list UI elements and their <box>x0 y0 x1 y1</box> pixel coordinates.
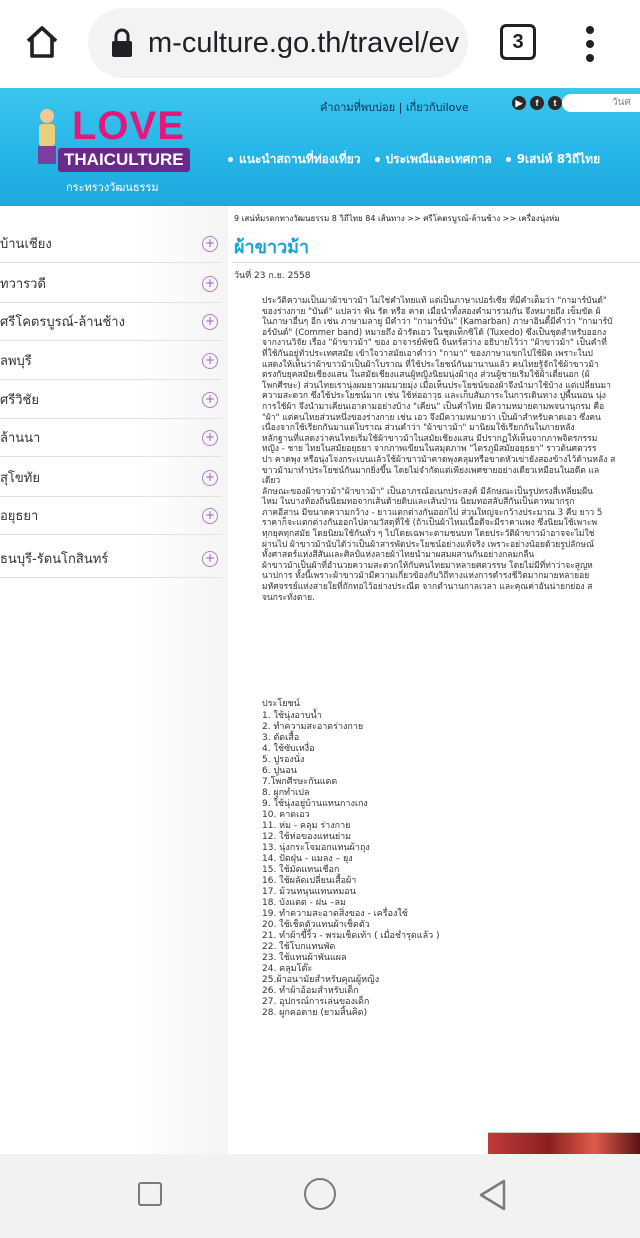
body-line: ปา คาดพุง หรือนุ่งโจงกระเบนแล้วใช้ผ้าขาวม้าคาดพุงคลุมหรือขาดหัวเข่ายังสองข้างไว้ด้านหลัง ส <box>262 454 616 465</box>
body-line: ที่ใช้กันอยู่ทั่วประเทศสมัย เข้าใจว่าสมัยเอาคำว่า "กามา" ของภาษาแขกไปใช้ผิด เพราะในป <box>262 348 593 359</box>
home-circle-icon[interactable] <box>304 1178 336 1210</box>
browser-toolbar <box>0 0 640 88</box>
list-item: 12. ใช้ห่อของแทนย่าม <box>262 832 352 842</box>
list-item: 7.โพกศีรษะกันแดด <box>262 777 338 787</box>
expand-plus-icon[interactable]: + <box>202 392 218 408</box>
article <box>228 206 640 1154</box>
social-icons <box>512 96 562 110</box>
body-line: ขาวม้ามาทำประโยชน์กันมากยิ่งขึ้น โดยไม่จำกัดแต่เพียงเพศชายอย่างเดียวเหมือนในอดีต แล <box>262 465 600 476</box>
list-item: 18. บังแดด - ฝน –ลม <box>262 898 346 908</box>
list-item: 14. ปัดฝุ่น - แมลง – ยุง <box>262 854 353 864</box>
main-nav <box>228 150 600 169</box>
sidebar-item-label: ลพบุรี <box>0 353 32 369</box>
twitter-icon[interactable]: t <box>548 96 562 110</box>
list-item: 1. ใช้นุ่งอาบน้ำ <box>262 711 322 721</box>
list-item: 3. ตัดเสื้อ <box>262 733 300 743</box>
body-line: ผ้าขาวม้าเป็นผ้าที่อำนวยความสะดวกให้กับคนไทยมาหลายศตวรรษ โดยไม่มีที่ท่าว่าจะสูญห <box>262 560 593 571</box>
list-item: 13. นุ่งกระโจมอกแทนผ้าถุง <box>262 843 370 853</box>
sidebar-item-label: ศรีวิชัย <box>0 392 39 408</box>
sidebar-item-sri-kotraboon[interactable] <box>0 302 222 341</box>
nav-attractions[interactable]: แนะนำสถานที่ท่องเที่ยว <box>228 150 361 169</box>
body-line: ลักษณะของผ้าขาวม้า"ผ้าขาวม้า" เป็นอาภรณ์อเนกประสงค์ มีลักษณะเป็นรูปทรงสี่เหลี่ยมผืน <box>262 486 593 497</box>
list-item: 28. ผูกคอตาย (ยามสิ้นคิด) <box>262 1008 368 1018</box>
list-item: 23. ใช้แทนผ้าพันแผล <box>262 953 347 963</box>
nav-charms[interactable]: 9เสน่ห์ 8วิถีไทย <box>506 150 600 169</box>
list-item: 9. ใช้นุ่งอยู่บ้านแทนกางเกง <box>262 799 368 809</box>
nav-festivals[interactable]: ประเพณีและเทศกาล <box>375 150 492 169</box>
body-line: ไหม ในบางท้องถิ่นนิยมทอจากเส้นด้ายดิบและเส้นป่าน นิยมทอสลับสีกันเป็นตาหมากรุก <box>262 497 575 508</box>
body-line: หญิง - ชาย ไทยในสมัยอยุธยา จากภาพเขียนในสมุดภาพ "ไตรภูมิสมัยอยุธยา" ราวต้นศตวรร <box>262 444 597 455</box>
sidebar-item-label: บ้านเชียง <box>0 236 52 252</box>
list-item: 21. ทำผ้าขี้ริ้ว - พรมเช็ดเท้า ( เมื่อชำรุดแล้ว ) <box>262 931 440 941</box>
tab-switcher-button[interactable] <box>500 24 536 60</box>
body-line: ของร่างกาย "บันด์" แปลว่า พัน รัด หรือ คาด เมื่อนำทั้งสองคำมารวมกัน จึงหมายถึง เข็มขัด ผ้ <box>262 306 601 317</box>
sidebar-item-label: ล้านนา <box>0 430 41 446</box>
list-item: 26. ทำผ้าอ้อมสำหรับเด็ก <box>262 986 359 996</box>
article-date: วันที่ 23 ก.ย. 2558 <box>234 271 311 281</box>
system-navigation-bar <box>0 1154 640 1238</box>
list-item: 10. คาดเอว <box>262 810 310 820</box>
body-line: ทั้งศาสตร์แห่งสีสันและศิลป์แห่งลายผ้าไทยนำมาผสมผสานกันอย่างกลมกลืน <box>262 550 535 561</box>
sidebar-item-label: สุโขทัย <box>0 470 40 486</box>
body-line: "ผ้า" แต่คนไทยส่วนหนึ่งของร่างกาย เช่น เอว จึงมีความหมายว่า เป็นผ้าสำหรับคาดเอว ซึ่งคน <box>262 412 601 423</box>
expand-plus-icon[interactable]: + <box>202 276 218 292</box>
body-line: การใช้ผ้า จึงนำมาเคียนเอาตามอย่างบ้าง "เคียน" เป็นคำไทย มีความหมายตามพจนานุกรม คือ <box>262 401 605 412</box>
recent-apps-icon[interactable] <box>138 1182 162 1206</box>
body-line: โพกศีรษะ) ส่วนไทยเรานุ่งผมยาวผมมวยมุ่ง เมื่อเห็นประโยชน์ของผ้าจึงนำมาใช้บ้าง แต่เปลี่ยนมา <box>262 380 611 391</box>
lock-icon <box>110 28 134 58</box>
sidebar-item-ayutthaya[interactable] <box>0 496 222 535</box>
sidebar-item-sukhothai[interactable] <box>0 458 222 497</box>
body-line: จนกระทั่งตาย. <box>262 592 315 603</box>
body-line: จากงานวิจัย เรื่อง "ผ้าขาวม้า" ของ อาจารย์พัชนี จันทร์สว่าง อธิบายไว้ว่า "ผ้าขาวม้า" เป็นคำที่ <box>262 338 607 349</box>
ministry-name: กระทรวงวัฒนธรรม <box>66 181 159 194</box>
body-line: ในภาษาอื่นๆ อีก เช่น ภาษามลายู มีคำว่า "กามาร์บัน" (Kamarban) ภาษาอินดี้มีคำว่า "กามาร์บั <box>262 317 613 328</box>
body-line: เนื่องจากใช้เรียกกันมาแต่โบราณ ส่วนคำว่า "ผ้าขาวม้า" มานิยมใช้เรียกกันในภายหลัง <box>262 423 575 434</box>
benefits-heading: ประโยชน์ <box>262 699 300 709</box>
body-line: ผ่านไป ผ้าขาวม้านับได้ว่าเป็นผ้าสารพัดประโยชน์อย่างแท้จริง เพราะอย่างน้อยด้วยรูปลักษณ์ <box>262 539 595 550</box>
youtube-icon[interactable]: ▶ <box>512 96 526 110</box>
list-item: 5. ปูรองนั่ง <box>262 755 305 765</box>
site-logo[interactable] <box>32 100 202 200</box>
body-line: ทุกยุคทุกสมัย โดยนิยมใช้กันทั่ว ๆ ไปโดยเฉพาะตามชนบท โดยประวัติผ้าขาวม้าอาจจะไม่ใช่ <box>262 529 595 540</box>
list-item: 11. ห่ม - คลุม ร่างกาย <box>262 821 351 831</box>
home-icon <box>24 25 60 59</box>
home-button[interactable] <box>20 20 64 64</box>
top-links[interactable]: คำถามที่พบบ่อย | เกี่ยวกับilove <box>320 101 469 114</box>
article-image[interactable] <box>488 1132 640 1154</box>
sidebar-item-srivijaya[interactable] <box>0 380 222 419</box>
body-line: หลักฐานที่แสดงว่าคนไทยเริ่มใช้ผ้าขาวม้าในสมัยเชียงแสน มีปรากฏให้เห็นจากภาพจิตรกรรม <box>262 433 598 444</box>
body-line: อร์บันด์" (Commer band) หมายถึง ผ้ารัดเอว ในชุดเท็กซิโด้ (Tuxedo) ซึ่งเป็นชุดสำหรับออกง <box>262 327 607 338</box>
breadcrumb[interactable]: 9 เสน่ห์มรดกทางวัฒนธรรม 8 วิถีไทย 84 เส้นทาง >> ศรีโคตรบูรณ์-ล้านช้าง >> เครื่องนุ่งห่ม <box>234 214 560 223</box>
expand-plus-icon[interactable]: + <box>202 236 218 252</box>
facebook-icon[interactable]: f <box>530 96 544 110</box>
body-line: ภาคอีสาน มีขนาดความกว้าง - ยาวแตกต่างกันออกไป ส่วนใหญ่จะกว้างประมาณ 3 คืบ ยาว 5 <box>262 507 603 518</box>
logo-thaiculture-text: THAICULTURE <box>58 148 190 172</box>
list-item: 4. ใช้ซับเหงื่อ <box>262 744 315 754</box>
sidebar-item-label: อยุธยา <box>0 508 39 524</box>
tab-count: 3 <box>512 30 524 53</box>
list-item: 27. อุปกรณ์การเล่นของเด็ก <box>262 997 370 1007</box>
body-line: ตรงกับยุคสมัยเชียงแสน ในสมัยเชียงแสนผู้หญิงนิยมนุ่งผ้าถุง ส่วนผู้ชายเริ่มใช้ผ้าเตี่ยนอก (ผ้ <box>262 370 590 381</box>
body-line: แสดงให้เห็นว่าผ้าขาวม้าเป็นผ้าโบราณ ที่ใช้ประโยชน์กันมานานแล้ว คนไทยรู้จักใช้ผ้าขาวม้า <box>262 359 599 370</box>
list-item: 17. ม้วนหนุนแทนหมอน <box>262 887 356 897</box>
sidebar-item-lanna[interactable] <box>0 418 222 457</box>
list-item: 2. ทำความสะอาดร่างกาย <box>262 722 364 732</box>
sidebar-item-label: ทวารวดี <box>0 276 46 292</box>
page-title: ผ้าขาวม้า <box>234 237 310 258</box>
expand-plus-icon[interactable]: + <box>202 430 218 446</box>
expand-plus-icon[interactable]: + <box>202 551 218 567</box>
list-item: 15. ใช้มัดแทนเชือก <box>262 865 340 875</box>
expand-plus-icon[interactable]: + <box>202 353 218 369</box>
list-item: 16. ใช้ผลัดเปลี่ยนเสื้อผ้า <box>262 876 357 886</box>
expand-plus-icon[interactable]: + <box>202 470 218 486</box>
site-header <box>0 88 640 206</box>
sidebar <box>0 206 229 1154</box>
title-divider <box>232 262 640 263</box>
search-input[interactable]: วันศ <box>562 94 640 112</box>
list-item: 19. ทำความสะอาดสิ่งของ - เครื่องใช้ <box>262 909 408 919</box>
body-line: ความสะดวก ซึ่งใช้ประโยชน์มาก เช่น ใช้ห่ออาวุธ และเก็บสัมภาระในการเดินทาง ปูพื้นนอน นุ่ง <box>262 391 606 402</box>
more-vert-icon[interactable] <box>576 22 604 66</box>
sidebar-item-thonburi-rattanakosin[interactable] <box>0 539 222 578</box>
list-item: 8. ผูกทำเปล <box>262 788 310 798</box>
body-line: เดียว <box>262 476 281 487</box>
expand-plus-icon[interactable]: + <box>202 314 218 330</box>
body-line: มหัศจรรย์แห่งสายใยที่ถักทอไว้อย่างประณีต จากตำนานกาลเวลา และคุณค่าอันน่ายกย่อง ส <box>262 582 593 593</box>
list-item: 22. ใช้โบกแทนพัด <box>262 942 336 952</box>
logo-love-text: LOVE <box>72 104 185 148</box>
list-item: 25.ผ้าอนามัยสำหรับคุณผู้หญิง <box>262 975 380 985</box>
article-body <box>262 296 640 603</box>
body-line: ประวัติความเป็นมาผ้าขาวม้า ไม่ใช่คำไทยแท้ แต่เป็นภาษาเปอร์เซีย ที่มีคำเต็มว่า "กามาร์บันด์" <box>262 296 607 306</box>
sidebar-item-ban-chiang[interactable] <box>0 224 222 263</box>
list-item: 24. คลุมโต๊ะ <box>262 964 313 974</box>
benefits-list <box>262 711 440 1019</box>
body-line: ราคาก็จะแตกต่างกันออกไปตามวัสดุที่ใช้ (ถ้าเป็นผ้าไหมเนื้อดีจะมีราคาแพง ซึ่งนิยมใช้เพาะพ <box>262 518 598 529</box>
url-text[interactable]: m-culture.go.th/travel/ev <box>148 26 460 59</box>
list-item: 6. ปูนอน <box>262 766 297 776</box>
sidebar-item-dvaravati[interactable] <box>0 264 222 303</box>
body-line: นาปการ ทั้งนี้เพราะผ้าขาวม้ามีความเกี่ยวข้องกับวิถีทางแห่งการดำรงชีวิตมากมายหลายอย <box>262 571 590 582</box>
address-bar[interactable] <box>88 8 468 78</box>
sidebar-item-label: ธนบุรี-รัตนโกสินทร์ <box>0 551 109 567</box>
expand-plus-icon[interactable]: + <box>202 508 218 524</box>
sidebar-item-label: ศรีโคตรบูรณ์-ล้านช้าง <box>0 314 125 330</box>
back-icon[interactable] <box>476 1178 508 1212</box>
list-item: 20. ใช้เช็ดตัวแทนผ้าเช็ดตัว <box>262 920 370 930</box>
sidebar-item-lopburi[interactable] <box>0 341 222 380</box>
